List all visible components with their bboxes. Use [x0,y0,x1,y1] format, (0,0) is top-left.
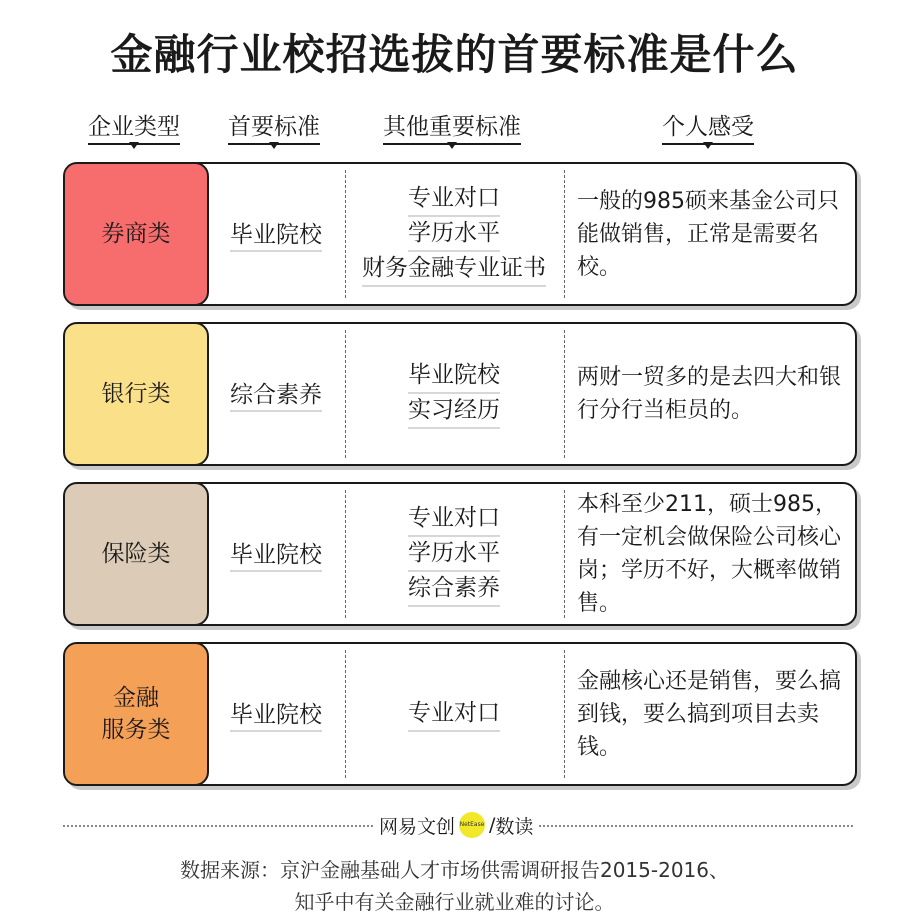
primary-standard-cell [207,164,345,304]
table-row [63,162,857,306]
logo-right-text: 数读 [495,815,534,838]
primary-standard-text: 毕业院校 [230,216,322,252]
other-standard-item: 专业对口 [408,182,500,217]
source-line-1: 数据来源：京沪金融基础人才市场供需调研报告2015-2016、 [179,858,729,882]
enterprise-type-label: 保险类 [101,541,171,567]
header-other-label: 其他重要标准 [383,114,521,145]
header-type-label: 企业类型 [88,114,180,145]
personal-feeling-cell [565,164,845,304]
header-other [343,108,561,148]
personal-feeling-cell [565,644,845,784]
enterprise-type-box [63,162,209,306]
other-standard-item: 学历水平 [408,537,500,572]
enterprise-type-label: 服务类 [101,717,171,743]
header-primary-label: 首要标准 [228,114,320,145]
logo-dot-icon: NetEase [459,812,485,838]
personal-feeling-cell [565,484,845,624]
other-standard-item: 财务金融专业证书 [362,252,546,287]
other-standards-cell [345,164,563,304]
enterprise-type-label: 券商类 [101,221,171,247]
header-feeling-arrow-icon [703,142,713,149]
header-other-arrow-icon [447,142,457,149]
primary-standard-cell [207,644,345,784]
other-standard-item: 综合素养 [408,572,500,607]
enterprise-type-box [63,642,209,786]
primary-standard-cell [207,484,345,624]
logo-slash: / [489,814,496,836]
table-row [63,322,857,466]
logo-left-text: 网易文创 [379,815,456,838]
personal-feeling-text: 本科至少211，硕士985，有一定机会做保险公司核心岗；学历不好，大概率做销售。 [577,492,842,616]
other-standard-item: 实习经历 [408,394,500,429]
other-standard-item: 毕业院校 [408,359,500,394]
header-feeling [563,108,853,148]
personal-feeling-cell [565,324,845,464]
other-standards-cell [345,644,563,784]
personal-feeling-text: 一般的985硕来基金公司只能做销售，正常是需要名校。 [577,188,839,280]
enterprise-type-box [63,322,209,466]
other-standards-cell [345,484,563,624]
other-standards-cell [345,324,563,464]
header-feeling-label: 个人感受 [662,114,754,145]
enterprise-type-label: 银行类 [101,381,171,407]
brand-logo [373,808,539,842]
primary-standard-cell [207,324,345,464]
table-row [63,482,857,626]
personal-feeling-text: 两财一贸多的是去四大和银行分行当柜员的。 [577,365,842,423]
other-standard-item: 专业对口 [408,697,500,732]
enterprise-type-label: 金融 [113,685,159,711]
primary-standard-text: 毕业院校 [230,536,322,572]
header-type-arrow-icon [129,142,139,149]
enterprise-type-box [63,482,209,626]
other-standard-item: 专业对口 [408,502,500,537]
header-type [63,108,205,148]
primary-standard-text: 综合素养 [230,376,322,412]
source-line-2: 知乎中有关金融行业就业难的讨论。 [294,890,615,914]
header-primary [205,108,343,148]
page-title: 金融行业校招选拔的首要标准是什么 [110,30,799,79]
other-standard-item: 学历水平 [408,217,500,252]
table-row [63,642,857,786]
header-primary-arrow-icon [269,142,279,149]
personal-feeling-text: 金融核心还是销售，要么搞到钱，要么搞到项目去卖钱。 [577,668,842,760]
primary-standard-text: 毕业院校 [230,696,322,732]
